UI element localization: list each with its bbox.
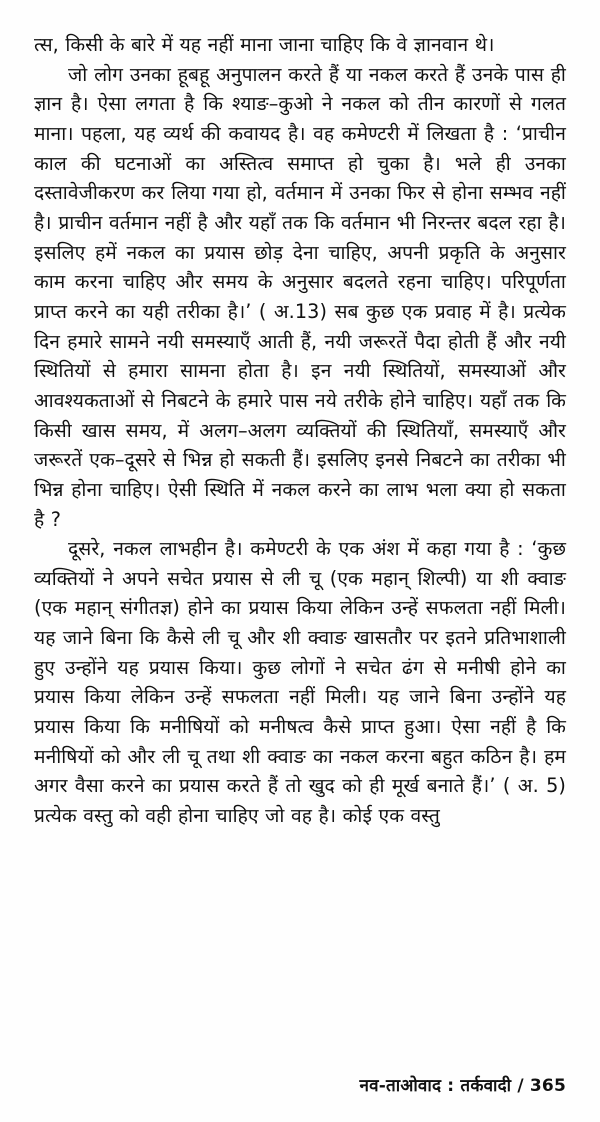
page-body <box>34 30 566 831</box>
paragraph-third: दूसरे, नकल लाभहीन है। कमेण्टरी के एक अंश में कहा गया है : ‘कुछ व्यक्तियों ने अपने सचेत प्रयास से ली चू (एक महान् शिल्पी) या शी क्वाङ (एक महान् संगीतज्ञ) होने का प्रयास किया लेकिन उन्हें सफलता नहीं मिली। यह जाने बिना कि कैसे ली चू और शी क्वाङ खासतौर पर इतने प्रतिभाशाली हुए उन्होंने यह प्रयास किया। कुछ लोगों ने सचेत ढंग से मनीषी होने का प्रयास किया लेकिन उन्हें सफलता नहीं मिली। यह जाने बिना उन्होंने यह प्रयास किया कि मनीषियों को मनीषत्व कैसे प्राप्त हुआ। ऐसा नहीं है कि मनीषियों को और ली चू तथा शी क्वाङ का नकल करना बहुत कठिन है। हम अगर वैसा करने का प्रयास करते हैं तो खुद को ही मूर्ख बनाते हैं।’ ( अ. 5) प्रत्येक वस्तु को वही होना चाहिए जो वह है। कोई एक वस्तु <box>34 537 566 828</box>
paragraph-continuation: त्स, किसी के बारे में यह नहीं माना जाना चाहिए कि वे ज्ञानवान थे। <box>34 33 495 56</box>
page-footer: नव-ताओवाद : तर्कवादी / 365 <box>359 1076 566 1096</box>
paragraph-second: जो लोग उनका हूबहू अनुपालन करते हैं या नकल करते हैं उनके पास ही ज्ञान है। ऐसा लगता है कि श्याङ–कुओ ने नकल को तीन कारणों से गलत माना। पहला, यह व्यर्थ की कवायद है। वह कमेण्टरी में लिखता है : ‘प्राचीन काल की घटनाओं का अस्तित्व समाप्त हो चुका है। भले ही उनका दस्तावेजीकरण कर लिया गया हो, वर्तमान में उनका फिर से होना सम्भव नहीं है। प्राचीन वर्तमान नहीं है और यहाँ तक कि वर्तमान भी निरन्तर बदल रहा है। इसलिए हमें नकल का प्रयास छोड़ देना चाहिए, अपनी प्रकृति के अनुसार काम करना चाहिए और समय के अनुसार बदलते रहना चाहिए। परिपूर्णता प्राप्त करने का यही तरीका है।’ ( अ.13) सब कुछ एक प्रवाह में है। प्रत्येक दिन हमारे सामने नयी समस्याएँ आती हैं, नयी जरूरतें पैदा होती हैं और नयी स्थितियों से हमारा सामना होता है। इन नयी स्थितियों, समस्याओं और आवश्यकताओं से निबटने के हमारे पास नये तरीके होने चाहिए। यहाँ तक कि किसी खास समय, में अलग–अलग व्यक्तियों की स्थितियाँ, समस्याएँ और जरूरतें एक–दूसरे से भिन्न हो सकती हैं। इसलिए इनसे निबटने का तरीका भी भिन्न होना चाहिए। ऐसी स्थिति में नकल करने का लाभ भला क्या हो सकता है ? <box>34 62 566 531</box>
